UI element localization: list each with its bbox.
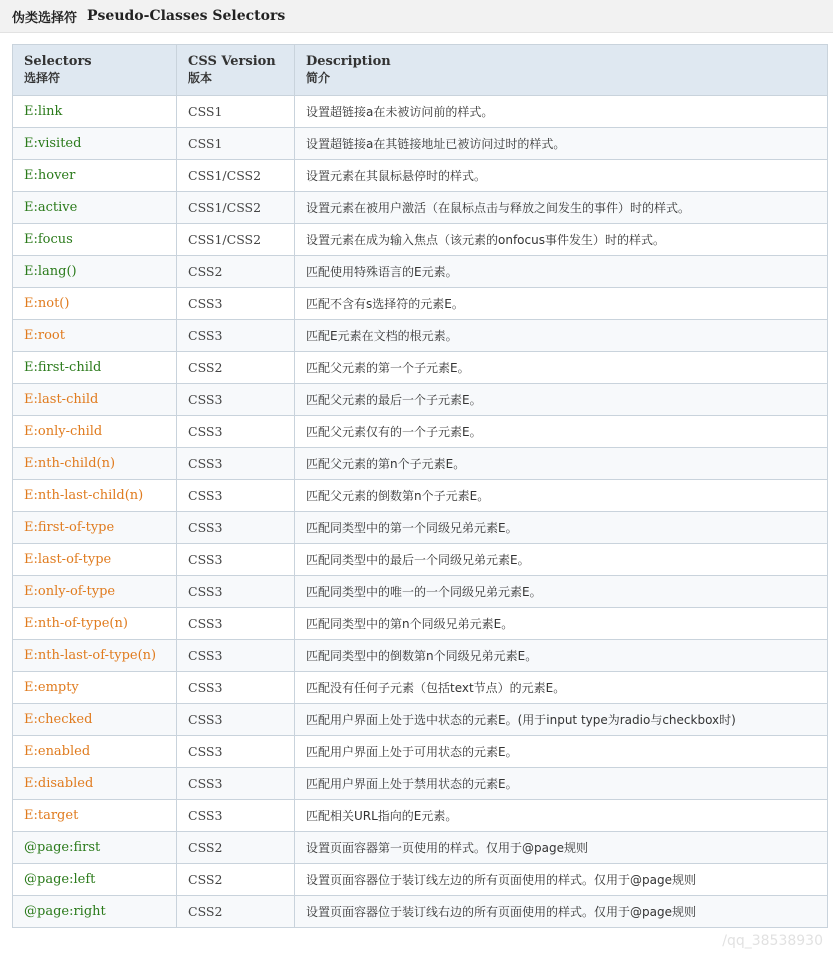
description-cell: 设置页面容器第一页使用的样式。仅用于@page规则 xyxy=(295,832,828,864)
description-cell: 匹配父元素的第n个子元素E。 xyxy=(295,448,828,480)
table-row xyxy=(13,736,828,768)
table-row xyxy=(13,672,828,704)
selector-cell: E:only-child xyxy=(13,416,177,448)
selector-cell: E:nth-last-of-type(n) xyxy=(13,640,177,672)
description-cell: 设置元素在其鼠标悬停时的样式。 xyxy=(295,160,828,192)
selector-cell: E:nth-child(n) xyxy=(13,448,177,480)
table-row xyxy=(13,224,828,256)
selector-cell: E:lang() xyxy=(13,256,177,288)
version-cell: CSS3 xyxy=(177,672,295,704)
selector-cell: E:focus xyxy=(13,224,177,256)
version-cell: CSS3 xyxy=(177,640,295,672)
selector-cell: E:active xyxy=(13,192,177,224)
table-row xyxy=(13,832,828,864)
description-cell: 匹配同类型中的倒数第n个同级兄弟元素E。 xyxy=(295,640,828,672)
column-header-selectors xyxy=(13,45,177,96)
table-row xyxy=(13,288,828,320)
selector-cell: E:first-child xyxy=(13,352,177,384)
column-header-cn: 选择符 xyxy=(24,71,61,85)
description-cell: 匹配使用特殊语言的E元素。 xyxy=(295,256,828,288)
version-cell: CSS3 xyxy=(177,416,295,448)
selector-cell: E:enabled xyxy=(13,736,177,768)
table-row xyxy=(13,96,828,128)
column-header-cn: 简介 xyxy=(306,71,331,85)
version-cell: CSS3 xyxy=(177,288,295,320)
section-header xyxy=(0,0,833,33)
description-cell: 匹配父元素的最后一个子元素E。 xyxy=(295,384,828,416)
column-header-version xyxy=(177,45,295,96)
description-cell: 匹配父元素仅有的一个子元素E。 xyxy=(295,416,828,448)
selector-cell: E:not() xyxy=(13,288,177,320)
version-cell: CSS3 xyxy=(177,768,295,800)
description-cell: 匹配没有任何子元素（包括text节点）的元素E。 xyxy=(295,672,828,704)
table-body xyxy=(13,96,828,928)
table-row xyxy=(13,512,828,544)
table-row xyxy=(13,608,828,640)
selector-cell: E:root xyxy=(13,320,177,352)
table-row xyxy=(13,544,828,576)
table-row xyxy=(13,416,828,448)
selector-cell: E:hover xyxy=(13,160,177,192)
table-header-row xyxy=(13,45,828,96)
selector-cell: E:first-of-type xyxy=(13,512,177,544)
table-row xyxy=(13,576,828,608)
description-cell: 匹配用户界面上处于可用状态的元素E。 xyxy=(295,736,828,768)
table-row xyxy=(13,192,828,224)
version-cell: CSS3 xyxy=(177,800,295,832)
version-cell: CSS2 xyxy=(177,864,295,896)
table-row xyxy=(13,352,828,384)
table-row xyxy=(13,256,828,288)
selector-cell: E:visited xyxy=(13,128,177,160)
version-cell: CSS2 xyxy=(177,832,295,864)
table-row xyxy=(13,160,828,192)
version-cell: CSS3 xyxy=(177,384,295,416)
selector-cell: E:checked xyxy=(13,704,177,736)
description-cell: 匹配用户界面上处于禁用状态的元素E。 xyxy=(295,768,828,800)
selector-cell: E:link xyxy=(13,96,177,128)
description-cell: 匹配E元素在文档的根元素。 xyxy=(295,320,828,352)
table-row xyxy=(13,448,828,480)
table-row xyxy=(13,896,828,928)
description-cell: 匹配用户界面上处于选中状态的元素E。(用于input type为radio与checkbox时) xyxy=(295,704,828,736)
column-header-cn: 版本 xyxy=(188,71,213,85)
table-row xyxy=(13,320,828,352)
version-cell: CSS1 xyxy=(177,128,295,160)
description-cell: 设置超链接a在未被访问前的样式。 xyxy=(295,96,828,128)
table-row xyxy=(13,480,828,512)
selector-cell: E:only-of-type xyxy=(13,576,177,608)
description-cell: 匹配父元素的第一个子元素E。 xyxy=(295,352,828,384)
column-header-description xyxy=(295,45,828,96)
selector-cell: E:disabled xyxy=(13,768,177,800)
version-cell: CSS3 xyxy=(177,512,295,544)
selector-cell: E:last-of-type xyxy=(13,544,177,576)
selector-cell: E:empty xyxy=(13,672,177,704)
description-cell: 匹配相关URL指向的E元素。 xyxy=(295,800,828,832)
version-cell: CSS1/CSS2 xyxy=(177,160,295,192)
column-header-en: CSS Version xyxy=(188,54,276,69)
selector-cell: E:last-child xyxy=(13,384,177,416)
version-cell: CSS2 xyxy=(177,256,295,288)
table-row xyxy=(13,864,828,896)
description-cell: 设置元素在成为输入焦点（该元素的onfocus事件发生）时的样式。 xyxy=(295,224,828,256)
description-cell: 匹配同类型中的唯一的一个同级兄弟元素E。 xyxy=(295,576,828,608)
version-cell: CSS3 xyxy=(177,544,295,576)
version-cell: CSS1/CSS2 xyxy=(177,224,295,256)
description-cell: 匹配同类型中的第n个同级兄弟元素E。 xyxy=(295,608,828,640)
version-cell: CSS3 xyxy=(177,704,295,736)
table-row xyxy=(13,768,828,800)
table-row xyxy=(13,640,828,672)
version-cell: CSS3 xyxy=(177,608,295,640)
table-row xyxy=(13,384,828,416)
section-title-cn: 伪类选择符 xyxy=(12,10,78,26)
description-cell: 设置页面容器位于装订线左边的所有页面使用的样式。仅用于@page规则 xyxy=(295,864,828,896)
section-title-en: Pseudo-Classes Selectors xyxy=(87,8,286,24)
selector-cell: E:nth-of-type(n) xyxy=(13,608,177,640)
table-row xyxy=(13,128,828,160)
selector-cell: @page:first xyxy=(13,832,177,864)
version-cell: CSS3 xyxy=(177,736,295,768)
watermark: /qq_38538930 xyxy=(722,933,823,949)
version-cell: CSS1 xyxy=(177,96,295,128)
description-cell: 匹配同类型中的第一个同级兄弟元素E。 xyxy=(295,512,828,544)
selector-cell: @page:right xyxy=(13,896,177,928)
selector-cell: @page:left xyxy=(13,864,177,896)
description-cell: 设置超链接a在其链接地址已被访问过时的样式。 xyxy=(295,128,828,160)
description-cell: 匹配父元素的倒数第n个子元素E。 xyxy=(295,480,828,512)
selectors-table xyxy=(12,44,828,928)
description-cell: 设置页面容器位于装订线右边的所有页面使用的样式。仅用于@page规则 xyxy=(295,896,828,928)
description-cell: 匹配不含有s选择符的元素E。 xyxy=(295,288,828,320)
table-row xyxy=(13,800,828,832)
selector-cell: E:nth-last-child(n) xyxy=(13,480,177,512)
column-header-en: Selectors xyxy=(24,54,92,69)
description-cell: 匹配同类型中的最后一个同级兄弟元素E。 xyxy=(295,544,828,576)
column-header-en: Description xyxy=(306,54,391,69)
selector-cell: E:target xyxy=(13,800,177,832)
table-row xyxy=(13,704,828,736)
version-cell: CSS3 xyxy=(177,448,295,480)
description-cell: 设置元素在被用户激活（在鼠标点击与释放之间发生的事件）时的样式。 xyxy=(295,192,828,224)
version-cell: CSS2 xyxy=(177,352,295,384)
version-cell: CSS2 xyxy=(177,896,295,928)
version-cell: CSS3 xyxy=(177,576,295,608)
version-cell: CSS1/CSS2 xyxy=(177,192,295,224)
version-cell: CSS3 xyxy=(177,480,295,512)
version-cell: CSS3 xyxy=(177,320,295,352)
